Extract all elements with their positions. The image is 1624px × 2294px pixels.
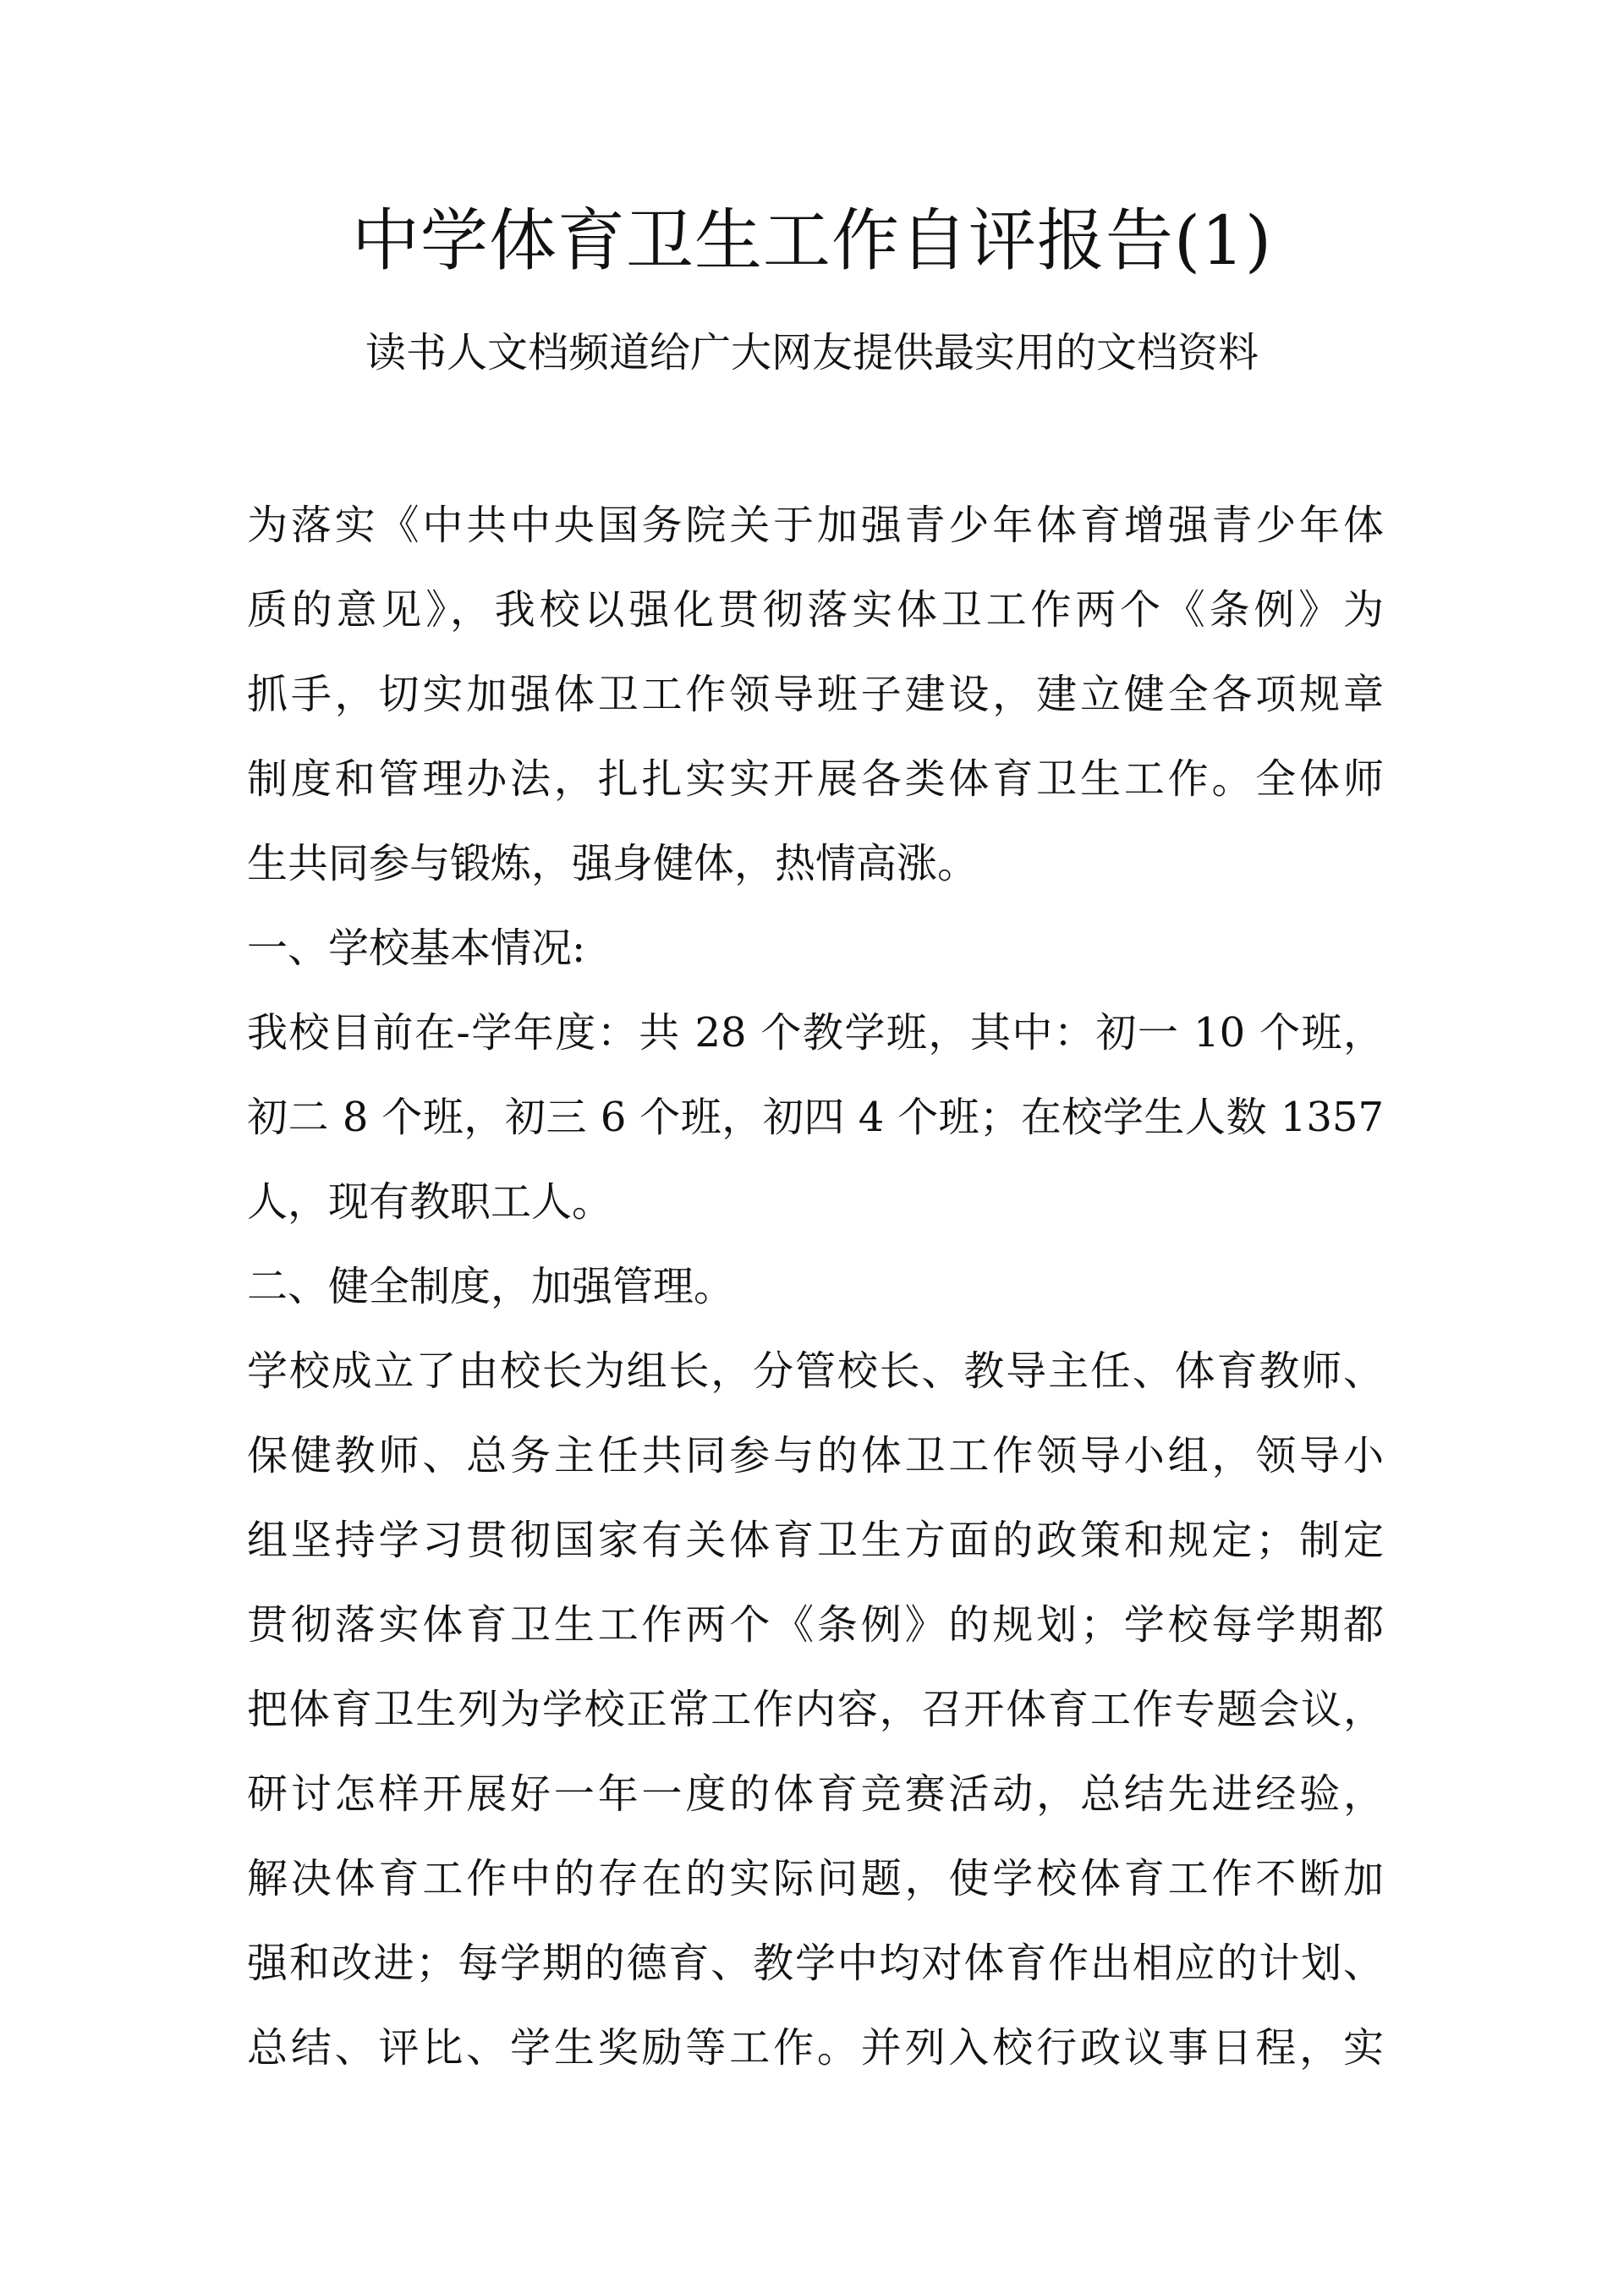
body-line: 研讨怎样开展好一年一度的体育竞赛活动，总结先进经验，	[247, 1770, 1384, 1818]
body-line: 贯彻落实体育卫生工作两个《条例》的规划；学校每学期都	[247, 1601, 1384, 1649]
body-line: 人，现有教职工人。	[247, 1178, 613, 1226]
body-line: 质的意见》，我校以强化贯彻落实体卫工作两个《条例》为	[247, 586, 1384, 634]
body-line: 学校成立了由校长为组长，分管校长、教导主任、体育教师、	[247, 1347, 1384, 1395]
body-line: 初二 8 个班，初三 6 个班，初四 4 个班；在校学生人数 1357	[247, 1094, 1384, 1141]
body-line: 保健教师、总务主任共同参与的体卫工作领导小组，领导小	[247, 1432, 1384, 1479]
section-heading: 二、健全制度，加强管理。	[247, 1263, 735, 1310]
body-line: 制度和管理办法，扎扎实实开展各类体育卫生工作。全体师	[247, 755, 1384, 803]
body-line: 总结、评比、学生奖励等工作。并列入校行政议事日程，实	[247, 2024, 1384, 2072]
body-line: 我校目前在-学年度：共 28 个教学班，其中：初一 10 个班，	[247, 1009, 1384, 1056]
body-line: 为落实《中共中央国务院关于加强青少年体育增强青少年体	[247, 502, 1384, 549]
section-heading: 一、学校基本情况:	[247, 925, 586, 972]
body-line: 生共同参与锻炼，强身健体，热情高涨。	[247, 840, 979, 887]
body-line: 强和改进；每学期的德育、教学中均对体育作出相应的计划、	[247, 1940, 1384, 1987]
body-line: 解决体育工作中的存在的实际问题，使学校体育工作不断加	[247, 1855, 1384, 1902]
body-line: 抓手，切实加强体卫工作领导班子建设，建立健全各项规章	[247, 671, 1384, 718]
document-subtitle: 读书人文档频道给广大网友提供最实用的文档资料	[365, 329, 1259, 376]
body-line: 把体育卫生列为学校正常工作内容，召开体育工作专题会议，	[247, 1686, 1384, 1733]
document-title: 中学体育卫生工作自评报告(1)	[351, 201, 1273, 280]
body-line: 组坚持学习贯彻国家有关体育卫生方面的政策和规定；制定	[247, 1517, 1384, 1564]
